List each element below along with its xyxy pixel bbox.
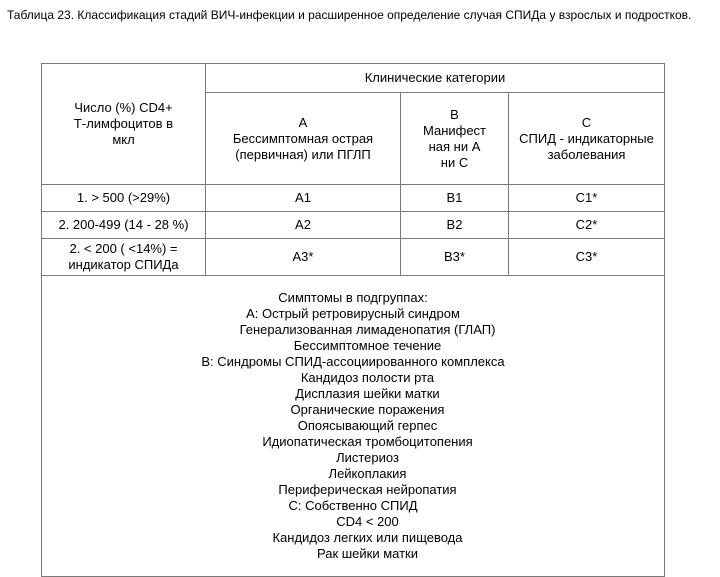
cd4-header-line: Число (%) CD4+ xyxy=(74,100,173,115)
symptom-item: Листериоз xyxy=(336,450,399,465)
category-a-line: Бессимптомная острая xyxy=(232,130,374,146)
category-a-cell: А2 xyxy=(206,212,401,239)
category-b-header xyxy=(401,93,509,185)
cd4-cell-line: 2. < 200 ( <14%) = xyxy=(69,241,178,256)
category-b-cell: В3* xyxy=(401,239,509,276)
category-c-cell: С3* xyxy=(509,239,665,276)
cd4-header-line: Т-лимфоцитов в xyxy=(73,116,174,131)
category-c-line: С xyxy=(581,114,592,130)
symptom-group-heading: Симптомы в подгруппах: xyxy=(278,290,428,305)
category-c-cell: С2* xyxy=(509,212,665,239)
category-b-cell: В2 xyxy=(401,212,509,239)
category-b-cell: В1 xyxy=(401,185,509,212)
symptom-item: Кандидоз полости рта xyxy=(300,370,435,385)
table-row xyxy=(42,185,665,212)
symptom-group-heading: С: Собственно СПИД xyxy=(288,498,418,513)
cd4-cell-line: индикатор СПИДа xyxy=(68,257,179,272)
symptom-item: Кандидоз легких или пищевода xyxy=(272,530,463,545)
symptom-group-heading: В: Синдромы СПИД-ассоциированного комплекса xyxy=(201,354,505,369)
category-a-cell: А1 xyxy=(206,185,401,212)
symptom-item: Органические поражения xyxy=(290,402,445,417)
symptom-item: Опоясывающий герпес xyxy=(297,418,438,433)
category-b-line: В xyxy=(450,106,459,122)
cd4-cell xyxy=(42,239,206,276)
category-b-line: ни С xyxy=(440,154,469,170)
category-b-line: Манифест xyxy=(422,122,487,138)
category-a-line: А xyxy=(298,114,308,130)
table-row xyxy=(42,212,665,239)
symptom-item: Идиопатическая тромбоцитопения xyxy=(262,434,473,449)
category-c-line: заболевания xyxy=(547,146,626,162)
symptom-item: Бессимптомное течение xyxy=(293,338,442,353)
category-b-line: ная ни А xyxy=(428,138,481,154)
cd4-cell: 1. > 500 (>29%) xyxy=(42,185,206,212)
symptom-item: Лейкоплакия xyxy=(328,466,407,481)
category-a-header xyxy=(206,93,401,185)
cd4-header xyxy=(42,64,206,185)
symptom-item: Периферическая нейропатия xyxy=(278,482,457,497)
symptom-item: Рак шейки матки xyxy=(316,546,419,561)
category-a-cell: А3* xyxy=(206,239,401,276)
symptom-item: Генерализованная лимаденопатия (ГЛАП) xyxy=(239,322,496,337)
category-a-line: (первичная) или ПГЛП xyxy=(235,146,371,162)
symptom-group-heading: А: Острый ретровирусный синдром xyxy=(246,306,460,321)
classification-table xyxy=(41,63,665,577)
clinical-categories-header: Клинические категории xyxy=(206,64,665,93)
symptom-item: Дисплазия шейки матки xyxy=(295,386,440,401)
category-c-line: СПИД - индикаторные xyxy=(519,130,654,146)
table-row xyxy=(42,239,665,276)
symptoms-cell xyxy=(42,276,665,577)
cd4-cell: 2. 200-499 (14 - 28 %) xyxy=(42,212,206,239)
category-c-header xyxy=(509,93,665,185)
symptom-item: CD4 < 200 xyxy=(336,514,399,529)
cd4-header-line: мкл xyxy=(112,132,135,147)
page-title: Таблица 23. Классификация стадий ВИЧ-инфекции и расширенное определение случая СПИДа у взрослых и подростков. xyxy=(7,8,692,22)
category-c-cell: С1* xyxy=(509,185,665,212)
symptoms-row xyxy=(42,276,665,577)
